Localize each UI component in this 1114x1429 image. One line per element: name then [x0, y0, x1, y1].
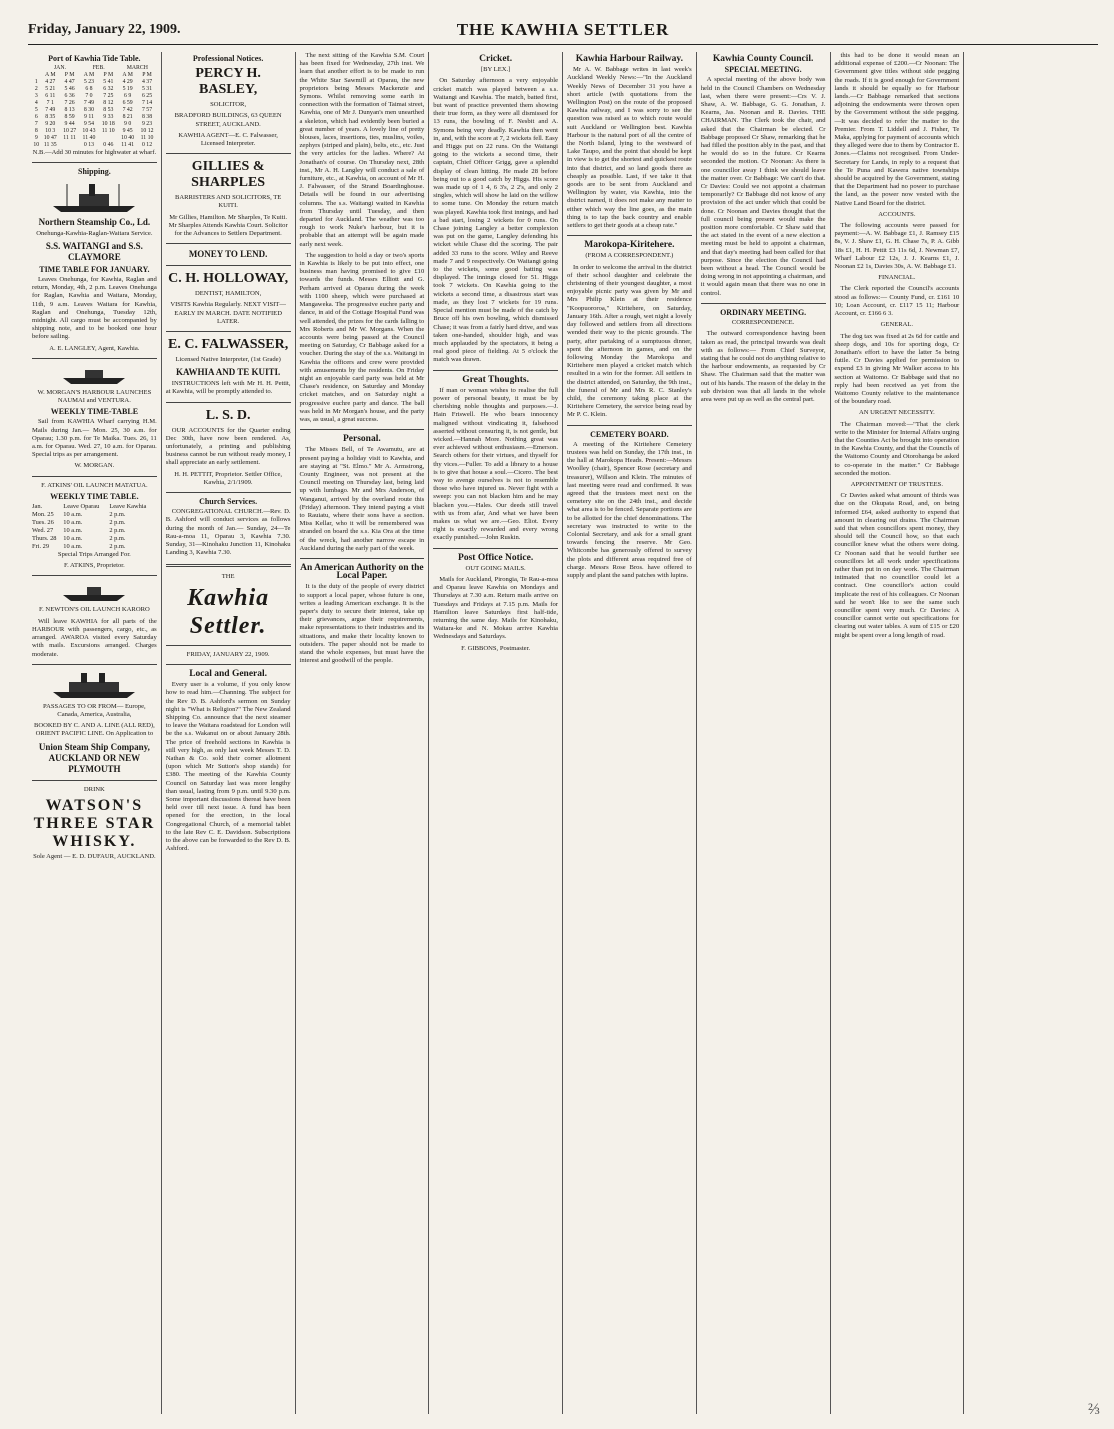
cricket-byline: [BY LEX.]	[480, 66, 511, 74]
masthead	[28, 18, 1098, 45]
post-office-title: Post Office Notice.	[458, 552, 534, 563]
shipping-ships: S.S. WAITANGI and S.S. CLAYMORE	[45, 240, 143, 262]
tide-row	[32, 142, 157, 149]
church-body: CONGREGATIONAL CHURCH.—Rev. D. B. Ashford will conduct services as follows during the month of Jan.— Sunday, 24—Te Rau-a-moa 11, Oparau 3, Kawhia 7.30. Sunday, 31—Kinohaku Junction 11, Kinohaku Landing 3, Kawhia 7.30.	[165, 508, 291, 557]
matatua-cell: Thurs. 28	[32, 535, 57, 543]
cemetery-body: A meeting of the Kiritehere Cemetery trustees was held on Sunday, the 17th inst., in the hall at Marokopa Heads. Present:—Messrs Woolley (chair), Spencer Rose (secretary and treasurer), Willson and Klein. The minutes of last meeting were read and confirmed. It was agreed that the trustees meet next on the cemetery site on the 24th inst., and decide what area is to be fenced. Separate portions are to be allotted for the chief denominations. The secretary was instructed to write to the Colonial Secretary, and ask for a small grant towards fencing the reserve. Mr Geo. Whitcombe has generously offered to survey the plots and different areas required free of charge. Messrs Rose Bros. have offered to supply and plant the sand patches with lupins.	[567, 440, 692, 579]
personal-title: Personal.	[343, 434, 381, 445]
tide-cell: 8 38	[141, 114, 153, 121]
american-authority-body: It is the duty of the people of every district to support a local paper, whose future is one, writes a leading American exchange. It is the paper's duty to secure their interest, take up their grievances, argue their requirements, make representations to their industries and its situations, and make their locality known to outsiders. The paper should not be made to stand the whole expenses, but must have the interest and goodwill of the people.	[299, 583, 425, 665]
local-news-body-2: The suggestion to hold a day or two's sports in Kawhia is likely to be put into effect, one business man having promised to give £10 towards the funds. Messrs Elliott and G. Perham arrived at Oparau during the week with 1100 sheep, which were purchased at Mangaweka. The progressive euchre party and dance, in aid of the Cottage Hospital Fund was well attended, the prizes for the cards falling to Mrs Roberts and Mr W. Morgans. When the accounts were being passed at the Council meeting on Saturday, Cr Babbage asked for a voucher. During the stay of the s.s. Waitangi in Kawhia the officers and crew were provided with amusements by the residents. On Friday night an enjoyable card party was held at Mr Chase's residence, on Saturday and Monday cricket matches, and on Saturday night a progressive euchre party and dance. The ball was held in Mr Morgan's house, and the party was, as usual, a great success.	[299, 251, 425, 423]
tide-cell: 11 35	[43, 142, 57, 149]
corner-mark: ⅔	[1088, 1401, 1100, 1418]
marokopa-body: In order to welcome the arrival in the district of their school daughter and celebrate the christening of their youngest daughter, a most enjoyable picnic party was given by Mr and Mrs Philip Klein at their residence "Koopuororoa," Kiritehere, on Saturday, January 16th. After a rough, wet night a lovely day followed and settlers from all directions wended their way to the picnic grounds. The party, after partaking of a sumptuous dinner, spent the afternoon in games, and on the following Monday the Marokopa and Kiritehere men played a cricket match which resulted in a win for the former. All settlers in the district attended, on Saturday, the 9th inst., the funeral of Mr and Mrs R. C. Stanley's child, the ceremony taking place at the Kiritehere Cemetery, the service being read by Mr P. C. Klein.	[567, 263, 692, 419]
tide-cell: 5 31	[141, 86, 153, 93]
tide-head: A M	[45, 72, 56, 79]
matatua-title: F. ATKINS' OIL LAUNCH MATATUA.	[41, 481, 148, 489]
matatua-cell: 2 p.m.	[109, 535, 126, 543]
percy-address: BRADFORD BUILDINGS, 63 QUEEN STREET, AUCKLAND.	[174, 112, 282, 128]
tide-cell: 11 41	[121, 142, 135, 149]
shipping-body: Leaves Onehunga, for Kawhia, Raglan and return, Monday, 4th, 2 p.m. Leaves Onehunga for Raglan, Kawhia and Waitara, Monday, 11th, 9 a.m. Leaves Waitara for Kawhia, Raglan and Onehunga, Tuesday 12th, midnight. All cargo must be accompanied by shipping note, and to be booked one hour before sailing.	[32, 276, 157, 341]
tide-cell: 1	[34, 79, 38, 86]
holloway-body: VISITS Kawhia Regularly. NEXT VISIT—EARLY IN MARCH. DATE NOTIFIED LATER.	[170, 301, 286, 325]
great-thoughts-body: If man or woman wishes to realise the full power of personal beauty, it must be by cherishing noble thoughts and purposes.—J. Hain Friswell. He who bears innocency maligned without vindicating it, falsehood asserted without censuring it, is not gentle, but wicked.—Hannah More. Nothing great was ever achieved without enthusiasm.—Emerson. Search others for their virtues, and thyself for thy vices.—Fuller. To add a library to a house is to give that house a soul.—Cicero. The best way to avenge ourselves is not to resemble those who have injured us. Never fight with a sweep: you can not blacken him and he may blacken you.—Hales. Our deeds still travel with us from afar, And what we have been makes us what we are.—Geo. Eliot. Every right is exactly rewarded and every wrong exactly punished.—John Ruskin.	[433, 386, 558, 542]
shipping-company: Northern Steamship Co., Ld.	[38, 216, 151, 227]
money-to-lend: MONEY TO LEND.	[188, 249, 268, 260]
tide-cell: 8	[34, 128, 38, 135]
gillies-name: GILLIES & SHARPLES	[191, 159, 266, 191]
tide-cell: 9 20	[45, 121, 56, 128]
tide-cell: 6 59	[122, 100, 133, 107]
tide-cell: 7 26	[64, 100, 75, 107]
tide-cell: 8 12	[103, 100, 114, 107]
percy-agent: KAWHIA AGENT—E. C. Falwasser, Licensed Interpreter.	[178, 131, 278, 148]
gillies-title: BARRISTERS AND SOLICITORS, TE KUITI.	[174, 194, 282, 210]
matatua-cell: 2 p.m.	[109, 543, 126, 551]
tide-cell: 5 19	[122, 86, 133, 93]
passages-body: BOOKED BY C. AND A. LINE (ALL RED), ORIENT PACIFIC LINE. On Application to	[33, 722, 155, 738]
tide-row	[32, 128, 157, 135]
matatua-sign: F. ATKINS, Proprietor.	[63, 562, 125, 570]
tide-cell: 10 18	[101, 121, 115, 128]
lsd-title: L. S. D.	[205, 407, 251, 423]
tide-head: A M	[83, 72, 95, 79]
passages-company: Union Steam Ship Company, AUCKLAND OR NEW PLYMOUTH	[38, 741, 150, 774]
tide-cell: 6 25	[141, 93, 153, 100]
county-body: A special meeting of the above body was held in the Council Chambers on Wednesday last, when there were present:—Crs V. J. Shaw, A. W. Babbage, G. G. Jonathan, J. Kearns, Jas. Noonan and R. Davies. THE CHAIRMAN. The Clerk took the chair, and asked that the Chairman be elected. Cr Babbage proposed Cr Shaw, remarking that he had filled the position ably in the past, and that he would do so in the future. Cr Kearns seconded the motion. Cr Noonan: As there is one councillor away I think we should leave the matter over. Cr Babbage: We can't do that. Cr Davies: Could we not appoint a chairman temporarily? Cr Babbage did not know of any provision of the act under which that could be done. Cr Noonan and Davies thought that the full council being present would make the position more comfortable. Cr Shaw said that the act stated in the event of a new election a meeting must be held to appoint a chairman, and that day's meeting had been called for that purpose. Since the election the Council had been without a head. The Council would be doing wrong in not appointing a chairman, and it would again mean that there was no one in control.	[700, 76, 826, 297]
cricket-body: On Saturday afternoon a very enjoyable cricket match was played between a s.s. Waitangi and Kawhia. The match, batted first, but want of practice prevented them showing their true form, as they were all dismissed for 13 runs, the bowling of F. Nesbit and A. Symons being very deadly. Kawhia then went in, and, with the score at 7, 2 wickets fell. Easy and Higgs put on 22 runs. On the Waitangi going to the wickets a second time, their captain, Chief Officer Grigg, gave a splendid display of clean hitting. He made 28 before being out to a good catch by Higgs. His score was made up of 1 4, 6 3's, 2 2's, and only 2 singles, which will show he laid on the willow to some tune. On Monday the return match was played. Kawhia took first innings, and had a bad start, losing 2 wickets for 0 runs. On Chase joining Langley a better complexion was put on the game, Langley defending his wicket while Chase did the scoring. The pair added 33 runs to the score. Wiley and Reeve made 7 and 9 respectively. On Waitangi going to the wickets, some good batting was displayed. The innings closed for 51. Higgs took 7 wickets. On Kawhia going to the wickets a second time, a disastrous start was made, as they lost 7 wickets for 19 runs. Special mention must be made of the catch by Bruce off his own bowling, which dismissed Chase; it was from a fairly hard drive, and was taken one-handed, shoulder high, and was much applauded by the spectators, it being a real good piece of fielding. At 5 o'clock the match was drawn.	[433, 77, 558, 364]
tide-cell: 10 40	[121, 135, 135, 142]
percy-title: SOLICITOR,	[210, 101, 247, 109]
gillies-body: Mr Gillies, Hamilton. Mr Sharples, Te Kuiti. Mr Sharples Attends Kawhia Court. Solicitor for the Advances to Settlers Department.	[168, 213, 288, 238]
matatua-cell: Wed. 27	[32, 527, 54, 535]
local-general-title: Local and General.	[189, 668, 268, 679]
tide-cell: 11 11	[63, 135, 76, 142]
marokopa-byline: (FROM A CORRESPONDENT.)	[585, 252, 674, 260]
launch-icon	[59, 364, 129, 386]
urgency-title: AN URGENT NECESSITY.	[858, 409, 935, 417]
tide-row	[32, 121, 157, 128]
tide-cell: 7 49	[45, 107, 56, 114]
tide-cell: 5 41	[103, 79, 114, 86]
lsd-body: OUR ACCOUNTS for the Quarter ending Dec 30th, have now been rendered. As, unfortunately, a printing and publishing business cannot be run without ready money, I shall appreciate an early settlement.	[165, 426, 291, 467]
launches-title: W. MORGAN'S HARBOUR LAUNCHES NAUMAI and VENTURA.	[37, 388, 152, 405]
launches-sign: W. MORGAN.	[74, 462, 115, 470]
tide-row	[32, 135, 157, 142]
shipping-agent: A. E. LANGLEY, Agent, Kawhia.	[49, 344, 140, 352]
tide-cell: 9 33	[103, 114, 114, 121]
matatua-cell: 10 a.m.	[63, 527, 83, 535]
matatua-cell: Fri. 29	[32, 543, 50, 551]
percy-name: PERCY H. BASLEY,	[195, 66, 261, 98]
tide-cell: 7 49	[83, 100, 95, 107]
county-council-title: Kawhia County Council.	[712, 54, 814, 64]
tide-head: P M	[142, 72, 152, 79]
tide-cell: 8 35	[45, 114, 56, 121]
whisky-drink: DRINK	[83, 785, 105, 793]
tide-cell: 5	[34, 107, 38, 114]
council-continued-body: this had to be done it would mean an additional expense of £200.—Cr Noonan: The Government give titles without side pegging the roads. If it is good enough for Government lands it should be equally so for Harbour lands.—Cr Babbage remarked that sections adjoining the endowments were thrown open by the Government without the side pegging.—It was decided to refer the matter to the Premier. From T. Liddell and J. Fisher, Te Maka, applying for payment of accounts which they alleged were due to them by Contractor E. Jones.—Claims not recognised. From Under-Secretary for Lands, in reply to a request that the Te Puna and Kawera native townships should be acquired by the Government, stating that the Department had no power to purchase the land, as the power now vested with the Native Land Board for the district.	[834, 52, 960, 207]
shipping-heading: Shipping.	[78, 167, 111, 177]
kaoro-body: Will leave KAWHIA for all parts of the HARBOUR with passengers, cargo, etc., as arranged. AWAROA visited every Saturday with mails. Excursions arranged. Charges moderate.	[32, 617, 157, 658]
tide-cell: 11 10	[101, 128, 115, 135]
tide-cell: 7 25	[103, 93, 114, 100]
post-office-body: Mails for Auckland, Pirongia, Te Rau-a-moa and Oparau leave Kawhia on Mondays and Thursdays at 7.30 a.m. Return mails arrive on Tuesdays and Fridays at 7.15 p.m. Mails for Hamilton leave Saturdays first half-tide, returning the same day. Mails for Kinohaku, Waitara-ke and N. Mokau arrive Kawhia Wednesdays and Saturdays.	[433, 575, 558, 641]
tide-cell: 2	[34, 86, 38, 93]
tide-head: P M	[64, 72, 75, 79]
post-office-sub: OUT GOING MAILS.	[465, 564, 526, 572]
tide-cell: 9 44	[64, 121, 75, 128]
tide-cell: 9	[34, 135, 38, 142]
notices-heading: Professional Notices.	[192, 54, 264, 63]
tide-cell: 0 46	[103, 142, 114, 149]
matatua-cell: 2 p.m.	[109, 527, 126, 535]
tide-cell: 8 13	[64, 107, 75, 114]
tide-cell: 9 23	[141, 121, 153, 128]
cemetery-title: CEMETERY BOARD.	[590, 429, 669, 439]
tide-cell: 10 43	[82, 128, 96, 135]
tide-cell: 3	[34, 93, 38, 100]
launch-icon	[59, 581, 129, 603]
county-ordinary-meeting: ORDINARY MEETING.	[720, 307, 807, 317]
tide-cell: 8 21	[122, 114, 133, 121]
tide-table	[32, 65, 157, 149]
tide-row	[32, 114, 157, 121]
shipping-route: Onehunga-Kawhia-Raglan-Waitara Service.	[36, 229, 153, 237]
tide-cell: 9 0	[124, 121, 132, 128]
tide-note: N.B.—Add 30 minutes for highwater at wharf.	[32, 149, 157, 157]
lsd-sign: H. H. PETTIT, Proprietor. Settler Office, Kawhia, 2/1/1909.	[174, 470, 283, 486]
tide-cell: 5 23	[83, 79, 95, 86]
matatua-row	[32, 535, 157, 543]
county-correspondence: CORRESPONDENCE.	[731, 319, 795, 327]
matatua-note: Special Trips Arranged For.	[57, 551, 131, 559]
tide-cell	[99, 135, 118, 142]
matatua-row	[32, 511, 157, 519]
tide-cell: 4	[34, 100, 38, 107]
financial-body: The Clerk reported the Council's accounts stood as follows:— County Fund, cr. £161 10 10; Loan Account, cr. £117 15 11; Harbour Account, cr. £166 6 3.	[834, 285, 960, 318]
tide-cell: 10 27	[63, 128, 77, 135]
tide-cell: 10 3	[45, 128, 56, 135]
appointment-body: Cr Davies asked what amount of thirds was due on the Okupata Road, and, on being informed £64, asked authority to expend that amount in clearing out drains. The Chairman said that when councillors spent money, they should tell the Council how, so that each councillor knew what the others were doing. Cr Noonan said that he would further see councillors let all work under specifications rather than put in on day work. The Chairman intimated that no councillor could let a contract. One councillor's action could implicate the rest of his colleagues. Cr Noonan said he won't like to see the same such councillor spent very much. Cr Davies: A councillor cannot write out specifications for clearing out water tables. A sum of £15 or £20 might be spent over a long length of road.	[834, 492, 960, 639]
tide-cell: 6 8	[85, 86, 93, 93]
tide-cell: 6 32	[103, 86, 114, 93]
tide-row	[32, 93, 157, 100]
matatua-sub: WEEKLY TIME TABLE.	[50, 491, 139, 501]
column-5	[563, 52, 697, 1414]
tide-row	[32, 107, 157, 114]
tide-cell: 7 42	[122, 107, 133, 114]
tide-cell: 8 53	[103, 107, 114, 114]
tide-cell: 4 27	[45, 79, 56, 86]
church-title: Church Services.	[199, 497, 258, 507]
matatua-cell: 2 p.m.	[109, 511, 126, 519]
tide-cell: 9 54	[83, 121, 95, 128]
launches-body: Sail from KAWHIA Wharf carrying H.M. Mails during Jan.— Mon. 25, 30 a.m. for Oparau; 1.30 p.m. for Te Maika. Tues. 26, 11 a.m. for Oparau. Wed. 27, 10 a.m. for Oparau. Special trips as per arrangement.	[32, 418, 157, 459]
column-3	[296, 52, 430, 1414]
matatua-cell: 10 a.m.	[63, 535, 83, 543]
tide-cell: 8 30	[83, 107, 95, 114]
accounts-body: The following accounts were passed for payment:—A. W. Babbage £1, J. Ramsey £15 8s, V. J. Shaw £1, G. H. Chase 7s, P. A. Gibb 18s £1, H. H. Pettit £3 11s 6d, J. Newman £7, Wharf Labour £2 12s, J. J. Kearns £1, J. Noonan £2 1s, Davies 30s, A. W. Babbage £1.	[834, 222, 960, 271]
appointment-title: APPOINTMENT OF TRUSTEES.	[850, 480, 943, 488]
column-7	[831, 52, 965, 1414]
matatua-table	[32, 503, 157, 551]
railway-title: Kawhia Harbour Railway.	[575, 54, 683, 64]
holloway-name: C. H. HOLLOWAY,	[168, 271, 289, 287]
tide-table-title: Port of Kawhia Tide Table.	[48, 54, 141, 63]
falwasser-name: E. C. FALWASSER,	[168, 337, 289, 353]
whisky-agent: Sole Agent — E. D. DUFAUR, AUCKLAND.	[33, 852, 156, 860]
tide-cell: 6 9	[124, 93, 132, 100]
tide-cell: 5 46	[64, 86, 75, 93]
column-2	[162, 52, 296, 1414]
personal-body: The Misses Bell, of Te Awamutu, are at present paying a holiday visit to Kawhia, and are staying at "St. Elmo." Mr A. Armstrong, County Engineer, was not present at the Council meeting on Thursday last, being laid up with lumbago. Mr and Mrs Anderson, of Wanganui, arrived by the overland route this (Friday) afternoon. They intend paying a visit to Rauiatu, where their sons have a section. Miss Kellar, who it will be remembered was stranded on board the s.s. Kia Ora at the time of the wreck, had another narrow escape in Auckland during the early part of the week.	[299, 446, 425, 552]
holloway-title: DENTIST, HAMILTON,	[194, 290, 262, 298]
matatua-row	[32, 527, 157, 535]
tide-cell: 8 59	[64, 114, 75, 121]
tide-cell: 4 37	[141, 79, 153, 86]
railway-body: Mr A. W. Babbage writes in last week's Auckland Weekly News:—"In the Auckland Weekly News of December 31 you have a short article (with quotations from the Wellington Post) on the route of the proposed Kawhia railway, and I was sorry to see the question was raised as to which route would suit Auckland or Wellington best. Kawhia Harbour is the natural port of all the centre of the North Island, lying to the westward of Lake Taupo, and the point that should be kept in view is to get the shortest and quickest route into that district, and so land goods there as cheaply as possible. Last, if we take it that goods are to be sent from Auckland and Wellington by water, via Kawhia, into the district named, it does not make any matter to either which way the line goes, as the main thing is to tap the back country and enable settlers to get their goods at a cheap rate."	[567, 66, 692, 230]
newspaper-title: THE KAWHIA SETTLER	[456, 20, 670, 39]
county-special-meeting: SPECIAL MEETING.	[724, 65, 802, 75]
tide-cell: 9 45	[122, 128, 133, 135]
matatua-col: Leave Oparau	[63, 503, 100, 511]
general-body: The dog tax was fixed at 2s 6d for cattle and sheep dogs, and 10s for sporting dogs, Cr Jonathan's effort to have the latter 5s being futile. Cr Davies applied for permission to expend £3 in giving Mr Walker access to his section at Waitomo. Cr Babbage said that no reply had been received as yet from the Waitomo County relative to the maintenance of the boundary road.	[834, 332, 960, 406]
nameplate: Kawhia Settler.	[187, 584, 270, 639]
tide-cell: 4 47	[64, 79, 75, 86]
matatua-cell: 10 a.m.	[63, 543, 83, 551]
matatua-cell: 10 a.m.	[63, 511, 83, 519]
cricket-title: Cricket.	[479, 54, 513, 64]
ocean-liner-icon	[49, 670, 139, 700]
tide-head: A M	[122, 72, 133, 79]
matatua-cell: Tues. 26	[32, 519, 54, 527]
tide-cell: 10	[33, 142, 40, 149]
financial-title: FINANCIAL.	[878, 274, 916, 282]
accounts-title: ACCOUNTS.	[878, 210, 916, 218]
column-6	[697, 52, 831, 1414]
tide-cell	[60, 142, 79, 149]
tide-cell: 6	[34, 114, 38, 121]
tide-month: MARCH	[126, 65, 148, 72]
steamship-icon	[49, 180, 139, 214]
launches-sub: WEEKLY TIME-TABLE	[50, 407, 139, 417]
local-news-body: The next sitting of the Kawhia S.M. Court has been fixed for Wednesday, 27th inst. We learn that another effort is to be made to run the White Star Sawmill at Oparau, the new proprietors being Messrs Mackenzie and Symons. Whilst removing some earth in connection with the formation of Taimai street, Kawhia, one of Mr J. Dunyan's men unearthed a skeleton, which had evidently been buried a great number of years. A lovely line of pretty blouses, laces, insertions, ties, muslins, voiles, zephyrs (striped and plain), belts, etc., etc. Just the very articles for the ladies. Where? At Jonathan's of course. On Thursday next, 28th inst., Mr A. H. Langley will conduct a sale of furniture, etc., at Kawhia, on account of Mr H. J. Falwasser, of the Strand Boardinghouse. Details will be found in our advertising columns. The s.s. Waitangi waited in Kawhia from Thursday until Tuesday, and then departed for Auckland. The weather was too rough to work Nuke's harbour, but it is probable that an attempt will be again made early next week.	[299, 52, 425, 248]
matatua-row	[32, 543, 157, 551]
tide-cell: 7 0	[85, 93, 93, 100]
column-1	[28, 52, 162, 1414]
matatua-row	[32, 519, 157, 527]
tide-month: JAN.	[53, 65, 66, 72]
nameplate-the: THE	[221, 572, 235, 580]
post-office-sign: F. GIBBONS, Postmaster.	[461, 644, 531, 652]
tide-cell: 9 11	[83, 114, 94, 121]
column-4	[429, 52, 563, 1414]
falwasser-body: INSTRUCTIONS left with Mr H. H. Pettit, at Kawhia, will be promptly attended to.	[165, 380, 291, 396]
marokopa-title: Marokopa-Kiritehere.	[584, 240, 675, 251]
tide-row	[32, 100, 157, 107]
whisky-brand: WATSON'S THREE STAR WHISKY.	[33, 796, 156, 850]
matatua-col: Leave Kawhia	[109, 503, 147, 511]
tide-cell: 7 14	[141, 100, 153, 107]
american-authority-title: An American Authority on the Local Paper.	[300, 562, 424, 582]
issue-date: FRIDAY, JANUARY 22, 1909.	[186, 650, 270, 658]
kaoro-title: F. NEWTON'S OIL LAUNCH KARORO	[39, 606, 150, 614]
tide-cell: 7	[34, 121, 38, 128]
tide-cell: 10 12	[140, 128, 154, 135]
issue-date-header: Friday, January 22, 1909.	[28, 22, 181, 37]
general-title: GENERAL.	[880, 321, 914, 329]
local-general-body: Every user is a volume, if you only know how to read him.—Channing. The subject for the Rev D. B. Ashford's sermon on Sunday night is "What is Religion?" The New Zealand Shipping Co. announce that the next steamer to leave the Waitara roadstead for London will be the s.s. Wakanui on or about January 28th. The price of freehold sections in Kawhia is still very high, as only last week Messrs T. D. Nathan & Co. sold their corner allotment (upon which Mr Sutton's shop stands) for £380. The meeting of the Kawhia County Council on Saturday last was more lengthy than usual, lasting from 9 p.m. until 9.30 p.m. Some important discussions thereat have been held over till next issue. A fund has been opened for the erection, in the local Congregational Church, of a memorial tablet to the late Rev C. E. Davidson. Subscriptions to the above can be forwarded to the Rev D. B. Ashford.	[165, 681, 291, 853]
matatua-col: Jan.	[32, 503, 43, 511]
falwasser-place: KAWHIA AND TE KUITI.	[175, 367, 281, 378]
tide-cell: 10 47	[43, 135, 57, 142]
falwasser-title: Licensed Native Interpreter, (1st Grade)	[175, 356, 281, 364]
tide-row	[32, 79, 157, 86]
great-thoughts-title: Great Thoughts.	[462, 374, 529, 385]
urgency-body: The Chairman moved:—"That the clerk write to the Minister for Internal Affairs urging that the Counties Act be brought into operation in the Kawhia County, and that the Councils of the Waitomo County and Otorohanga be asked to co-operate in the matter." Cr Babbage seconded the motion.	[834, 420, 960, 477]
page-columns	[28, 52, 1098, 1414]
tide-cell: 7 1	[46, 100, 54, 107]
tide-cell: 4 29	[122, 79, 133, 86]
tide-cell: 6 11	[45, 93, 56, 100]
tide-row	[32, 86, 157, 93]
matatua-cell: 2 p.m.	[109, 519, 126, 527]
matatua-cell: Mon. 25	[32, 511, 54, 519]
tide-cell: 7 57	[141, 107, 153, 114]
tide-cell: 0 13	[83, 142, 95, 149]
tide-cell: 0 12	[141, 142, 153, 149]
tide-head: P M	[103, 72, 114, 79]
county-ordinary-body: The outward correspondence having been taken as read, the principal inwards was dealt with as follows:— From Chief Surveyor, stating that he could not do anything relative to the harbour endowments, as requested by Cr Shaw. The Chairman said that the matter was out of his hands. The reason of the delay in the sub division was that all lands in the whole area were put up as well as the central part.	[700, 330, 826, 403]
tide-cell: 11 40	[82, 135, 96, 142]
tide-cell: 5 21	[45, 86, 56, 93]
matatua-cell: 10 a.m.	[63, 519, 83, 527]
tide-cell: 11 10	[140, 135, 154, 142]
tide-cell: 6 36	[64, 93, 75, 100]
shipping-timetable-title: TIME TABLE FOR JANUARY.	[39, 264, 150, 274]
tide-month: FEB.	[92, 65, 105, 72]
passages-title: PASSAGES TO OR FROM— Europe, Canada, America, Australia,	[43, 702, 146, 718]
